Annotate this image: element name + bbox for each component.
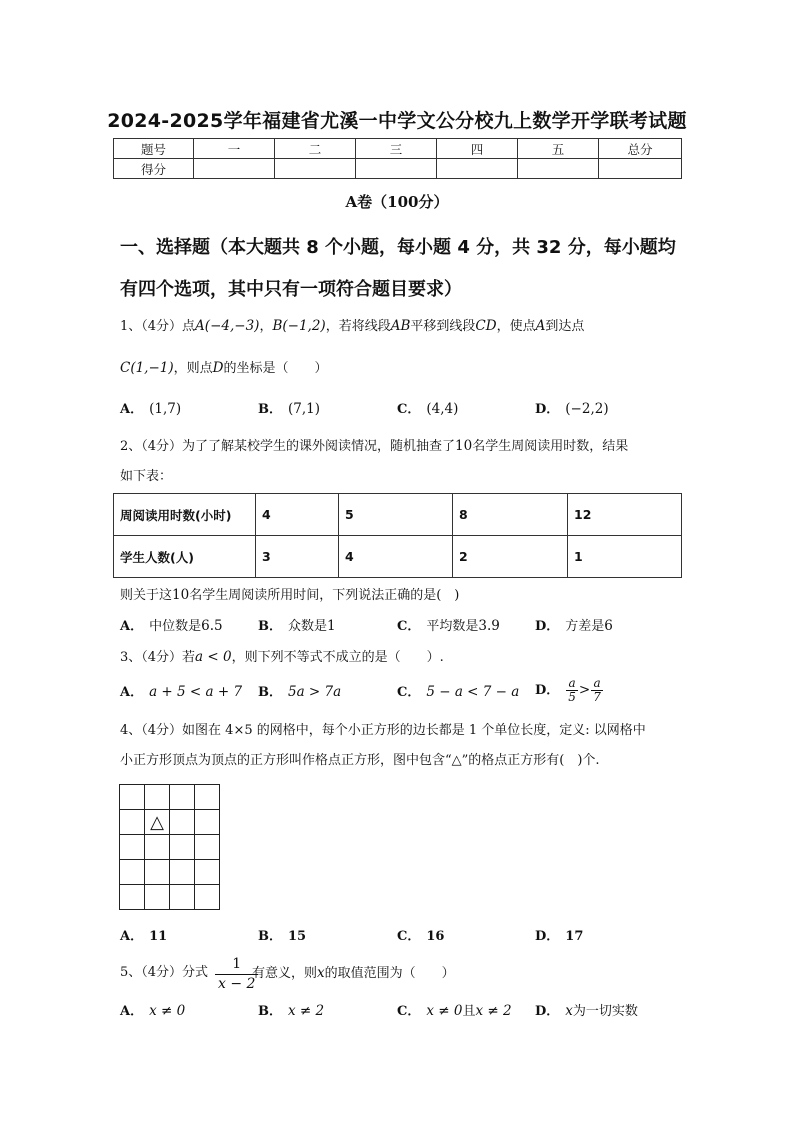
- part1-heading-line2: 有四个选项，其中只有一项符合题目要求）: [120, 279, 462, 300]
- fraction: $\frac{a}{5}$: [568, 676, 576, 704]
- score-table-header-row: [114, 139, 682, 159]
- q3-stem: 3、（4分）若a < 0，则下列不等式不成立的是（ ）.: [120, 649, 444, 665]
- exam-title: 2024-2025学年福建省尤溪一中学文公分校九上数学开学联考试题: [107, 110, 687, 132]
- q2-after-table: 则关于这10名学生周阅读所用时间，下列说法正确的是( ): [120, 587, 460, 603]
- q5-stem-prefix: 5、（4分）分式: [120, 965, 209, 980]
- q4-line2: 小正方形顶点为顶点的正方形叫作格点正方形，图中包含“△”的格点正方形有( )个.: [120, 753, 600, 768]
- grid-lines: [120, 785, 220, 910]
- q3-option-b: B． 5a > 7a: [258, 684, 342, 700]
- q5-option-a: A． x ≠ 0: [120, 1003, 186, 1019]
- q1-option-a: A． (1,7): [120, 401, 182, 417]
- score-table-score-row: [114, 159, 682, 179]
- q2-option-d: D． 方差是6: [535, 618, 613, 634]
- q2-line2: 如下表：: [120, 469, 173, 484]
- q1-line2: C(1,−1)，则点D的坐标是（ ）: [120, 360, 328, 376]
- q2-table-cell: 学生人数(人): [114, 536, 256, 578]
- score-header-cell: 一: [194, 139, 275, 159]
- q2-option-b: B． 众数是1: [258, 618, 336, 634]
- score-cell: [275, 159, 356, 179]
- q4-line1: 4、（4分）如图在 4×5 的网格中，每个小正方形的边长都是 1 个单位长度，定义: 以网格中: [120, 723, 646, 738]
- score-row-label: 得分: [114, 159, 194, 179]
- q1-line1: 1、（4分）点A(−4,−3)，B(−1,2)，若将线段AB平移到线段CD，使点A到达点: [120, 318, 585, 334]
- section-a-heading: A卷（100分）: [345, 193, 449, 211]
- q2-table-cell: 周阅读用时数(小时): [114, 494, 256, 536]
- score-table: [113, 138, 682, 179]
- q2-table-cell: 5: [339, 494, 453, 536]
- score-header-cell: 题号: [114, 139, 194, 159]
- q5-option-b: B． x ≠ 2: [258, 1003, 325, 1019]
- q4-option-d: D． 17: [535, 929, 584, 944]
- score-cell: [194, 159, 275, 179]
- score-header-cell: 四: [437, 139, 518, 159]
- q2-table-cell: 2: [453, 536, 568, 578]
- score-cell: [518, 159, 599, 179]
- q2-line1: 2、（4分）为了了解某校学生的课外阅读情况，随机抽查了10名学生周阅读用时数，结果: [120, 438, 629, 454]
- score-header-cell: 总分: [599, 139, 682, 159]
- q1-point-c: C(1,−1): [120, 360, 174, 376]
- q1-option-d: D． (−2,2): [535, 401, 609, 417]
- q4-option-b: B． 15: [258, 929, 307, 944]
- q1-point-b: B(−1,2): [272, 318, 326, 334]
- q5-stem-suffix: 有意义，则x的取值范围为（ ）: [252, 965, 455, 981]
- score-cell: [599, 159, 682, 179]
- q3-option-a: A． a + 5 < a + 7: [120, 684, 243, 700]
- q4-option-c: C． 16: [397, 929, 445, 944]
- part1-heading-line1: 一、选择题（本大题共 8 个小题，每小题 4 分，共 32 分，每小题均: [120, 237, 676, 258]
- q5-fraction: $\frac{1}{x - 2}$: [215, 955, 258, 994]
- q1-option-c: C． (4,4): [397, 401, 459, 417]
- q5-option-d: D． x为一切实数: [535, 1003, 638, 1019]
- q5-option-c: C． x ≠ 0且x ≠ 2: [397, 1003, 512, 1019]
- q1-point-a: A(−4,−3): [195, 318, 260, 334]
- q1-option-b: B． (7,1): [258, 401, 321, 417]
- q4-grid-figure: [119, 784, 221, 911]
- q3-option-d: D． $\frac{a}{5}$ > $\frac{a}{7}$: [535, 676, 601, 704]
- q2-table-cell: 3: [256, 536, 339, 578]
- score-header-cell: 三: [356, 139, 437, 159]
- fraction: $\frac{a}{7}$: [593, 676, 601, 704]
- q2-table-row: [114, 494, 682, 536]
- score-cell: [437, 159, 518, 179]
- q2-reading-table: [113, 493, 682, 578]
- q2-table-cell: 4: [256, 494, 339, 536]
- score-header-cell: 二: [275, 139, 356, 159]
- q2-table-cell: 1: [568, 536, 682, 578]
- q2-option-c: C． 平均数是3.9: [397, 618, 500, 634]
- q2-table-row: [114, 536, 682, 578]
- triangle-marker: △: [150, 812, 164, 833]
- q2-table-cell: 4: [339, 536, 453, 578]
- score-cell: [356, 159, 437, 179]
- q2-option-a: A． 中位数是6.5: [120, 618, 223, 634]
- q3-option-c: C． 5 − a < 7 − a: [397, 684, 520, 700]
- q4-option-a: A． 11: [120, 929, 168, 944]
- score-header-cell: 五: [518, 139, 599, 159]
- q2-table-cell: 8: [453, 494, 568, 536]
- q2-table-cell: 12: [568, 494, 682, 536]
